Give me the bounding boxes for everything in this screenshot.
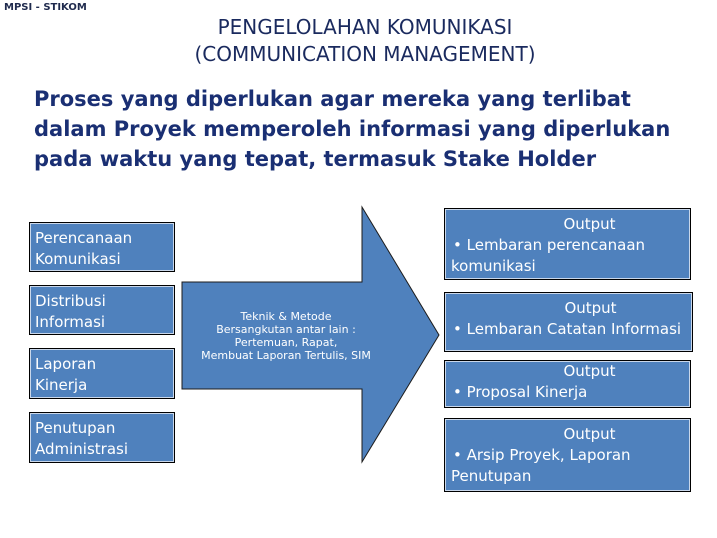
process-label-line-2: Kinerja: [35, 376, 88, 394]
process-label-line-2: Komunikasi: [35, 250, 121, 268]
title-line-2: (COMMUNICATION MANAGEMENT): [194, 42, 536, 66]
process-box-information-distribution: [29, 285, 175, 335]
process-label-line-1: Penutupan: [35, 419, 116, 437]
header-tag: MPSI - STIKOM: [4, 2, 87, 13]
output-item: • Arsip Proyek, Laporan: [453, 446, 631, 464]
tools-line-4: Membuat Laporan Tertulis, SIM: [201, 349, 371, 362]
process-label-line-1: Perencanaan: [35, 229, 133, 247]
process-label-line-2: Administrasi: [35, 440, 129, 458]
output-box-closure: [444, 418, 691, 492]
description-line-2: dalam Proyek memperoleh informasi yang diperlukan: [34, 117, 671, 141]
output-item: • Proposal Kinerja: [453, 383, 588, 401]
process-box-performance-report: [29, 348, 175, 399]
description-line-1: Proses yang diperlukan agar mereka yang terlibat: [34, 87, 631, 111]
output-heading: Output: [563, 425, 616, 443]
output-item: • Lembaran Catatan Informasi: [453, 320, 682, 338]
process-box-administrative-closure: [29, 412, 175, 463]
output-box-distribution: [444, 292, 693, 352]
output-heading: Output: [563, 362, 616, 380]
process-label-line-1: Distribusi: [35, 292, 106, 310]
tools-techniques-text: [186, 310, 386, 362]
output-item-continued: Penutupan: [451, 467, 532, 485]
process-label-line-2: Informasi: [35, 313, 106, 331]
title-line-1: PENGELOLAHAN KOMUNIKASI: [217, 15, 513, 39]
tools-line-3: Pertemuan, Rapat,: [234, 336, 338, 349]
tools-line-1: Teknik & Metode: [240, 310, 332, 323]
output-heading: Output: [563, 215, 616, 233]
output-item: • Lembaran perencanaan: [453, 236, 646, 254]
output-box-performance: [444, 360, 691, 408]
process-box-communication-planning: [29, 222, 175, 272]
process-label-line-1: Laporan: [35, 355, 97, 373]
tools-line-2: Bersangkutan antar lain :: [216, 323, 356, 336]
description-line-3: pada waktu yang tepat, termasuk Stake Holder: [34, 147, 597, 171]
output-heading: Output: [564, 299, 617, 317]
output-item-continued: komunikasi: [451, 257, 536, 275]
output-box-planning: [444, 208, 691, 280]
